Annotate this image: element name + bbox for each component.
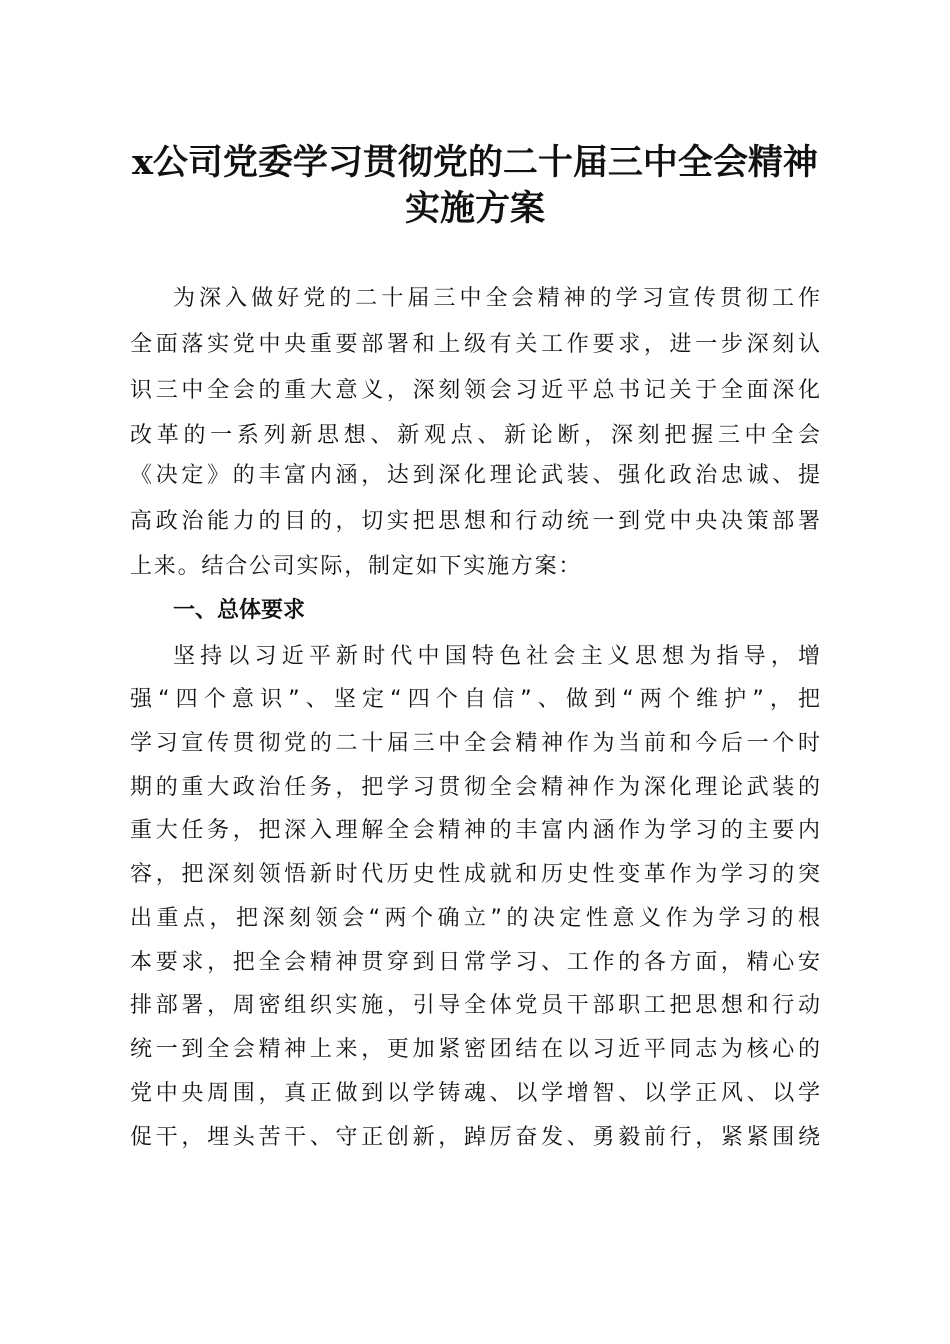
text-line: 重大任务，把深入理解全会精神的丰富内涵作为学习的主要内 bbox=[130, 818, 820, 843]
document-title-line-2: 实施方案 bbox=[404, 188, 545, 229]
text-line: 期的重大政治任务，把学习贯彻全会精神作为深化理论武装的 bbox=[130, 775, 820, 800]
text-line: 全面落实党中央重要部署和上级有关工作要求，进一步深刻认 bbox=[130, 332, 820, 357]
section-heading: 一、总体要求 bbox=[173, 598, 306, 623]
text-line: 学习宣传贯彻党的二十届三中全会精神作为当前和今后一个时 bbox=[130, 731, 820, 756]
text-line: 本要求，把全会精神贯穿到日常学习、工作的各方面，精心安 bbox=[130, 950, 820, 975]
text-line: 改革的一系列新思想、新观点、新论断，深刻把握三中全会 bbox=[130, 423, 820, 448]
text-line: 促干，埋头苦干、守正创新，踔厉奋发、勇毅前行，紧紧围绕 bbox=[130, 1125, 820, 1150]
text-line: 为深入做好党的二十届三中全会精神的学习宣传贯彻工作 bbox=[173, 286, 820, 311]
text-line: 强“四个意识”、坚定“四个自信”、做到“两个维护”，把 bbox=[130, 687, 820, 712]
text-line: 识三中全会的重大意义，深刻领会习近平总书记关于全面深化 bbox=[130, 378, 820, 403]
text-line: 党中央周围，真正做到以学铸魂、以学增智、以学正风、以学 bbox=[130, 1081, 820, 1106]
text-line: 排部署，周密组织实施，引导全体党员干部职工把思想和行动 bbox=[130, 993, 820, 1018]
text-line: 统一到全会精神上来，更加紧密团结在以习近平同志为核心的 bbox=[130, 1037, 820, 1062]
text-line: 高政治能力的目的，切实把思想和行动统一到党中央决策部署 bbox=[130, 509, 820, 534]
document-title-line-1: x公司党委学习贯彻党的二十届三中全会精神 bbox=[132, 142, 818, 183]
text-line: 坚持以习近平新时代中国特色社会主义思想为指导，增 bbox=[173, 644, 820, 669]
text-line: 《决定》的丰富内涵，达到深化理论武装、强化政治忠诚、提 bbox=[130, 463, 820, 488]
text-line: 上来。结合公司实际，制定如下实施方案： bbox=[130, 554, 583, 579]
text-line: 出重点，把深刻领会“两个确立”的决定性意义作为学习的根 bbox=[130, 906, 820, 931]
text-line: 容，把深刻领悟新时代历史性成就和历史性变革作为学习的突 bbox=[130, 862, 820, 887]
